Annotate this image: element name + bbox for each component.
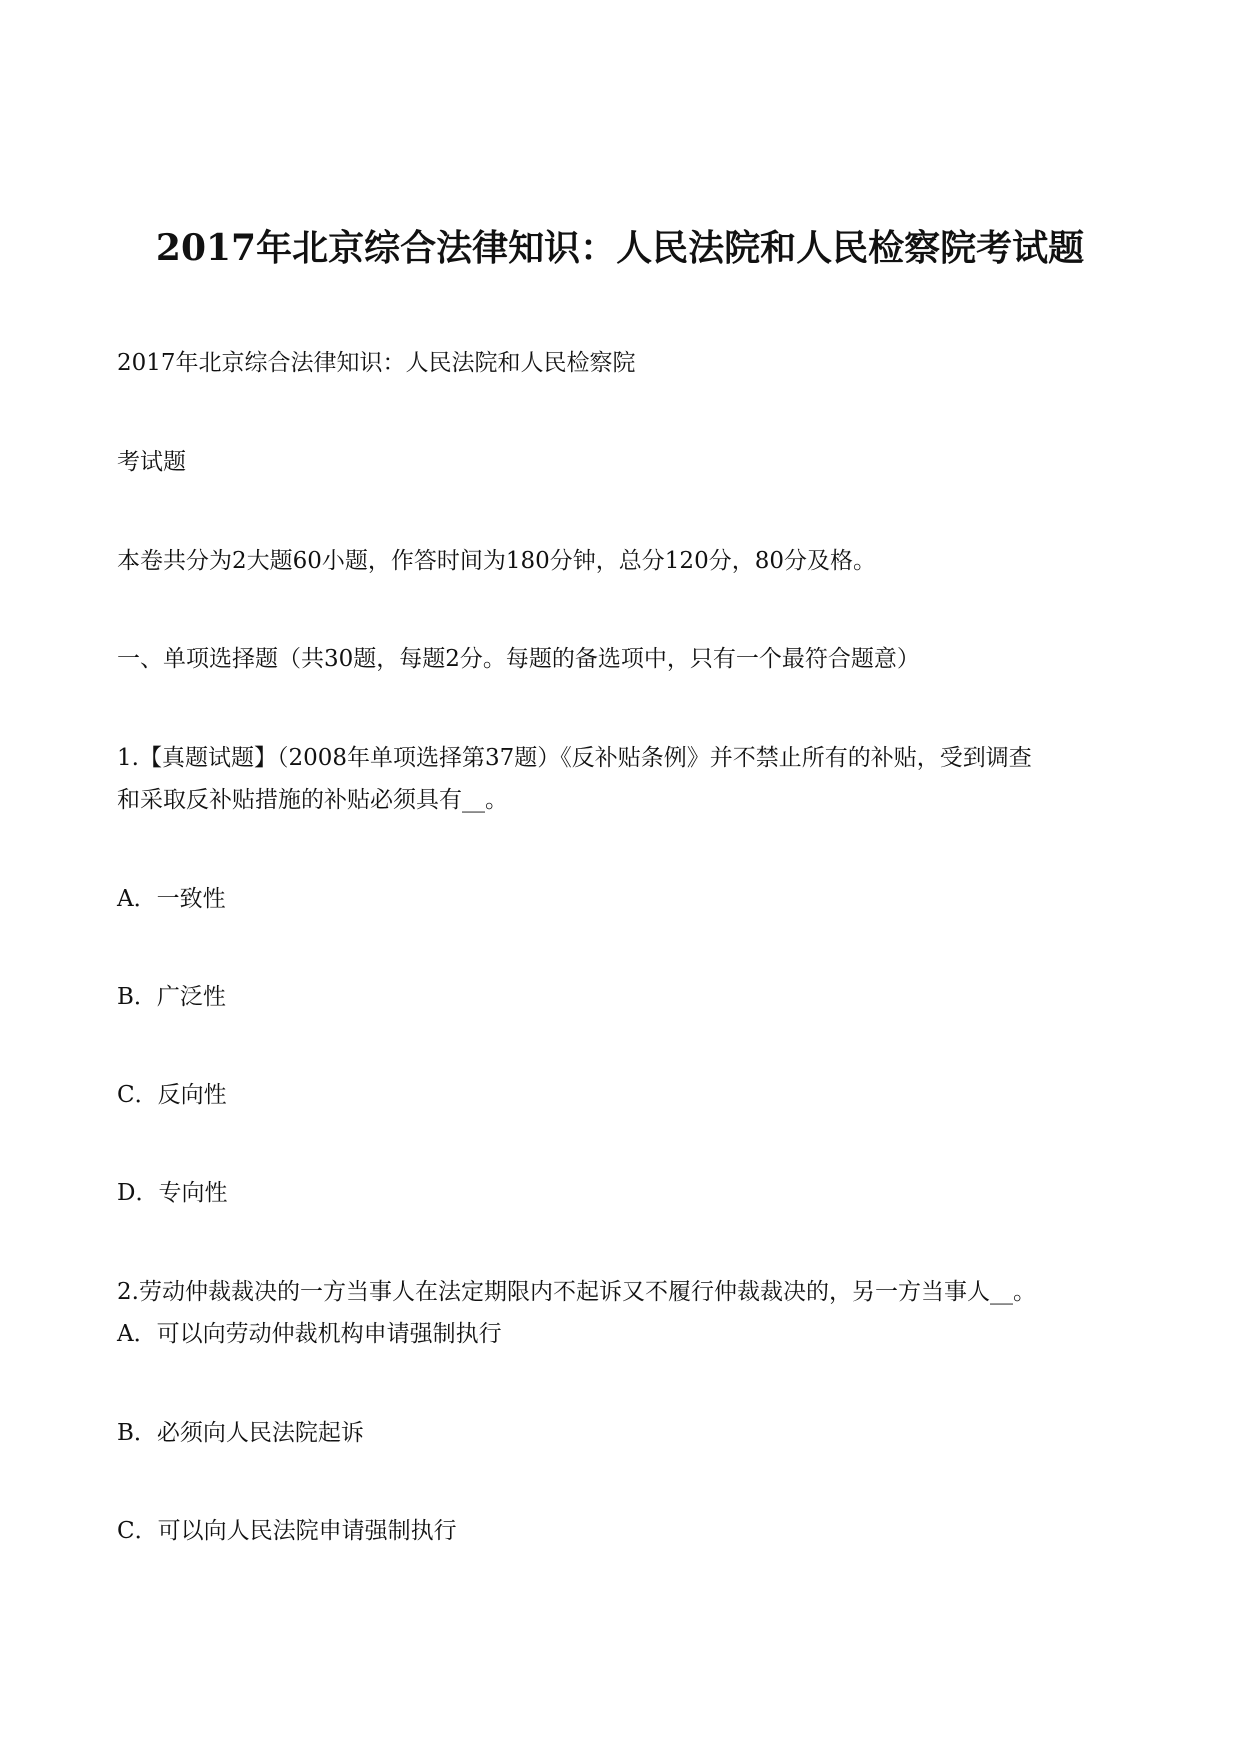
question-1-option-d: D．专向性 bbox=[117, 1180, 228, 1206]
document-title: 2017年北京综合法律知识：人民法院和人民检察院考试题 bbox=[155, 227, 1085, 269]
question-2-option-c: C．可以向人民法院申请强制执行 bbox=[117, 1518, 457, 1544]
question-1-option-c: C．反向性 bbox=[117, 1082, 227, 1108]
question-2-option-a: A．可以向劳动仲裁机构申请强制执行 bbox=[117, 1321, 502, 1347]
section-heading: 一、单项选择题（共30题，每题2分。每题的备选项中，只有一个最符合题意） bbox=[117, 646, 920, 672]
subtitle-line-1: 2017年北京综合法律知识：人民法院和人民检察院 bbox=[117, 350, 636, 376]
exam-intro: 本卷共分为2大题60小题，作答时间为180分钟，总分120分，80分及格。 bbox=[117, 548, 876, 574]
question-1-stem-line-2: 和采取反补贴措施的补贴必须具有__。 bbox=[117, 787, 508, 813]
question-1-option-a: A．一致性 bbox=[117, 886, 226, 912]
subtitle-line-2: 考试题 bbox=[117, 449, 186, 475]
question-1-stem-line-1: 1.【真题试题】（2008年单项选择第37题）《反补贴条例》并不禁止所有的补贴，受到调查 bbox=[117, 745, 1032, 771]
question-1-option-b: B．广泛性 bbox=[117, 984, 226, 1010]
question-2-stem-line-1: 2.劳动仲裁裁决的一方当事人在法定期限内不起诉又不履行仲裁裁决的，另一方当事人__。 bbox=[117, 1279, 1036, 1305]
question-2-option-b: B．必须向人民法院起诉 bbox=[117, 1420, 364, 1446]
